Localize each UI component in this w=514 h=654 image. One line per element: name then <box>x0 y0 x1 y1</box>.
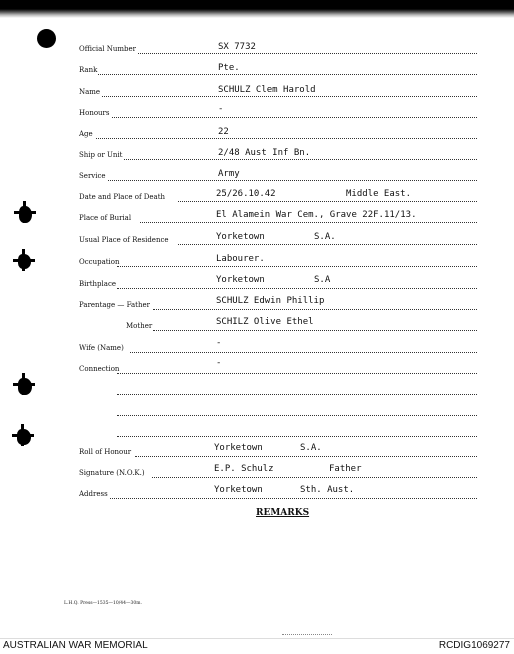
connection-line <box>117 415 477 416</box>
roll-of-honour-label: Roll of Honour <box>79 448 132 456</box>
father-label: Parentage — Father <box>79 301 150 309</box>
official-number-label: Official Number <box>79 45 136 53</box>
rank-value: Pte. <box>218 63 240 73</box>
binding-hole <box>17 429 31 445</box>
binding-hole <box>19 206 32 223</box>
connection-label: Connection <box>79 365 120 373</box>
mother-value: SCHILZ Olive Ethel <box>216 317 314 327</box>
wife-value: - <box>216 338 222 348</box>
connection-line <box>117 436 477 437</box>
father-value: SCHULZ Edwin Phillip <box>216 296 325 306</box>
date-place-death-label: Date and Place of Death <box>79 193 166 201</box>
service-label: Service <box>79 172 106 180</box>
scan-mark <box>282 632 332 635</box>
wife-label: Wife (Name) <box>79 344 124 352</box>
birthplace-label: Birthplace <box>79 280 117 288</box>
ship-or-unit-value: 2/48 Aust Inf Bn. <box>218 148 311 158</box>
date-of-death-value: 25/26.10.42 <box>216 189 276 199</box>
signature-label: Signature (N.O.K.) <box>79 469 145 477</box>
signature-relation: Father <box>329 464 362 474</box>
usual-residence-town: Yorketown <box>216 232 265 242</box>
rank-label: Rank <box>79 66 98 74</box>
address-town: Yorketown <box>214 485 263 495</box>
service-value: Army <box>218 169 240 179</box>
roll-of-honour-town: Yorketown <box>214 443 263 453</box>
name-label: Name <box>79 88 101 96</box>
age-value: 22 <box>218 127 229 137</box>
connection-value: - <box>216 358 222 368</box>
birthplace-state: S.A <box>314 275 331 285</box>
printer-imprint: L.H.Q. Press—1535—10/44—30m. <box>64 601 142 606</box>
name-value: SCHULZ Clem Harold <box>218 85 316 95</box>
roll-of-honour-state: S.A. <box>300 443 322 453</box>
honours-label: Honours <box>79 109 110 117</box>
footer-institution: AUSTRALIAN WAR MEMORIAL <box>3 640 148 651</box>
usual-residence-label: Usual Place of Residence <box>79 236 169 244</box>
occupation-label: Occupation <box>79 258 120 266</box>
honours-value: - <box>218 104 224 114</box>
place-of-death-value: Middle East. <box>346 189 412 199</box>
footer-record-id: RCDIG1069277 <box>438 640 510 651</box>
occupation-value: Labourer. <box>216 254 265 264</box>
binding-hole <box>18 254 31 269</box>
binding-hole <box>18 378 32 395</box>
address-label: Address <box>79 490 108 498</box>
archive-footer <box>0 638 514 654</box>
connection-line <box>117 394 477 395</box>
address-state: Sth. Aust. <box>300 485 355 495</box>
official-number-value: SX 7732 <box>218 42 256 52</box>
scan-top-edge <box>0 0 514 18</box>
signature-value: E.P. Schulz <box>214 464 274 474</box>
usual-residence-state: S.A. <box>314 232 336 242</box>
punch-hole <box>37 29 56 48</box>
place-of-burial-value: El Alamein War Cem., Grave 22F.11/13. <box>216 210 417 220</box>
birthplace-town: Yorketown <box>216 275 265 285</box>
mother-label: Mother <box>126 322 153 330</box>
remarks-heading: REMARKS <box>256 508 310 518</box>
ship-or-unit-label: Ship or Unit <box>79 151 123 159</box>
place-of-burial-label: Place of Burial <box>79 214 132 222</box>
age-label: Age <box>79 130 93 138</box>
